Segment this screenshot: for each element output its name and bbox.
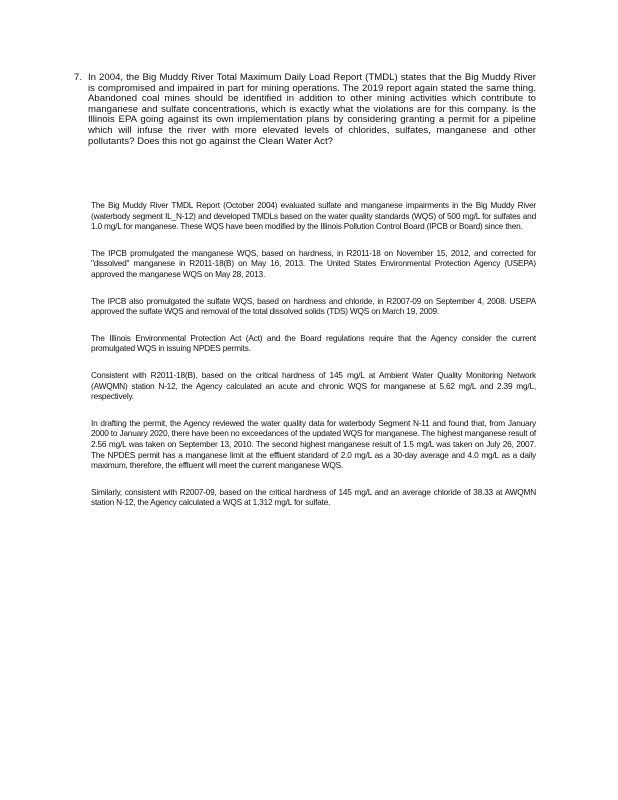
response-paragraph-manganese-wqs: The IPCB promulgated the manganese WQS, based on hardness, in R2011-18 on November 15, 2012, and corrected for "dissolved" manganese in R2011-18(B) on May 16, 2013. The United States Environmental Protection Agency (USEPA) approved the manganese WQS on May 28, 2013. bbox=[91, 247, 536, 279]
question-block bbox=[74, 73, 536, 147]
question-text: In 2004, the Big Muddy River Total Maximum Daily Load Report (TMDL) states that the Big Muddy River is compromised and impaired in part for mining operations. The 2019 report again stated the same thing. Abandoned coal mines should be identified in addition to other mining activities which contribute to manganese and sulfate concentrations, which is exactly what the violations are for this company. Is the Illinois EPA going against its own implementation plans by considering granting a permit for a pipeline which will infuse the river with more elevated levels of chlorides, sulfates, manganese and other pollutants? Does this not go against the Clean Water Act? bbox=[88, 72, 536, 147]
response-paragraph-tmdl: The Big Muddy River TMDL Report (October 2004) evaluated sulfate and manganese impairments in the Big Muddy River (waterbody segment IL_N-12) and developed TMDLs based on the water quality standards (WQS) of 500 mg/L for sulfates and 1.0 mg/L for manganese. These WQS have been modified by the Illinois Pollution Control Board (IPCB or Board) since then. bbox=[91, 200, 536, 232]
response-section bbox=[91, 200, 536, 524]
response-paragraph-consistent: Consistent with R2011-18(B), based on the critical hardness of 145 mg/L at Ambient Water Quality Monitoring Network (AWQMN) station N-12, the Agency calculated an acute and chronic WQS for manganese at 5.62 mg/L and 2.39 mg/L, respectively. bbox=[91, 369, 536, 402]
response-paragraph-similarly: Similarly, consistent with R2007-09, based on the critical hardness of 145 mg/L and an average chloride of 38.33 at AWQMN station N-12, the Agency calculated a WQS at 1,312 mg/L for sulfate. bbox=[91, 486, 536, 508]
response-paragraph-act: The Illinois Environmental Protection Act (Act) and the Board regulations require that the Agency consider the current promulgated WQS in issuing NPDES permits. bbox=[91, 332, 536, 354]
response-paragraph-sulfate-wqs: The IPCB also promulgated the sulfate WQS, based on hardness and chloride, in R2007-09 on September 4, 2008. USEPA approved the sulfate WQS and removal of the total dissolved solids (TDS) WQS on March 19, 2009. bbox=[91, 295, 536, 317]
question-number: 7. bbox=[74, 72, 83, 83]
response-paragraph-drafting: In drafting the permit, the Agency reviewed the water quality data for waterbody Segment N-11 and found that, from January 2000 to January 2020, there have been no exceedances of the updated WQS for manganese. The highest manganese result of 2.56 mg/L was taken on September 13, 2010. The second highest manganese result of 1.5 mg/L was taken on July 26, 2007. The NPDES permit has a manganese limit at the effluent standard of 2.0 mg/L as a 30-day average and 4.0 mg/L as a daily maximum, therefore, the effluent will meet the current manganese WQS. bbox=[91, 417, 536, 471]
